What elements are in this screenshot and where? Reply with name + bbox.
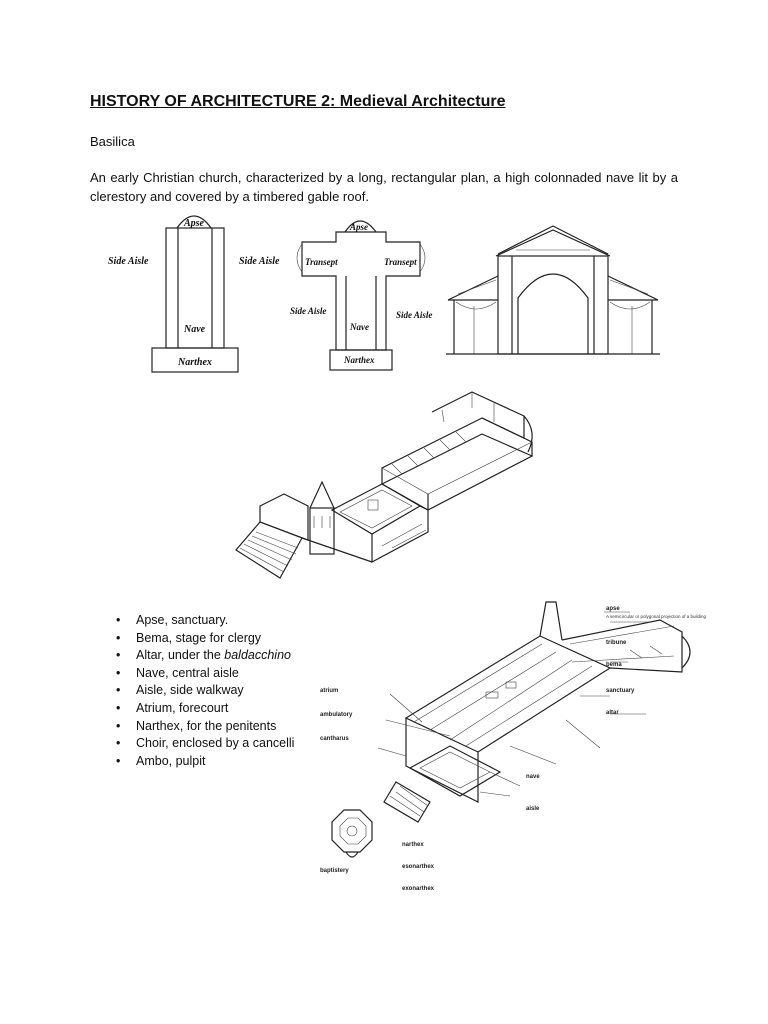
section-subtitle: Basilica <box>90 134 135 149</box>
list-item: • Nave, central aisle <box>116 665 294 683</box>
plan2-nave-label: Nave <box>350 322 369 332</box>
annotation-baptistery: baptistery <box>320 868 349 874</box>
annotation-narthex: narthex <box>402 842 424 848</box>
list-item: • Apse, sanctuary. <box>116 612 294 630</box>
annotation-bema: bema <box>606 662 622 668</box>
page-title: HISTORY OF ARCHITECTURE 2: Medieval Architecture <box>90 93 506 110</box>
plan1-side-aisle-right-label: Side Aisle <box>239 256 280 267</box>
basilica-cross-section-diagram <box>446 222 660 364</box>
annotation-nave: nave <box>526 774 540 780</box>
basilica-plan-diagram <box>100 200 290 380</box>
annotation-cantharus: cantharus <box>320 736 349 742</box>
annotation-altar: altar <box>606 710 619 716</box>
plan2-narthex-label: Narthex <box>344 355 375 365</box>
plan2-side-aisle-right-label: Side Aisle <box>396 310 433 320</box>
plan2-side-aisle-left-label: Side Aisle <box>290 306 327 316</box>
basilica-parts-list <box>116 612 294 770</box>
list-item: • Narthex, for the penitents <box>116 718 294 736</box>
cruciform-plan-diagram <box>290 210 440 380</box>
plan1-side-aisle-left-label: Side Aisle <box>108 256 149 267</box>
list-item: • Choir, enclosed by a cancelli <box>116 735 294 753</box>
plan1-apse-label: Apse <box>184 218 204 229</box>
annotation-exonarthex: exonarthex <box>402 886 435 892</box>
list-item: • Altar, under the baldacchino <box>116 647 294 665</box>
plan2-transept-left-label: Transept <box>305 257 338 267</box>
intro-paragraph: An early Christian church, characterized by a long, rectangular plan, a high colonnaded nave lit by a clerestory and covered by a timbered gable roof. <box>90 170 678 204</box>
plan1-narthex-label: Narthex <box>178 357 212 368</box>
annotation-aisle: aisle <box>526 806 540 812</box>
basilica-axonometric-drawing <box>232 382 544 600</box>
list-item: • Atrium, forecourt <box>116 700 294 718</box>
plan2-transept-right-label: Transept <box>384 257 417 267</box>
annotation-ambulatory: ambulatory <box>320 712 353 718</box>
list-item: • Ambo, pulpit <box>116 753 294 771</box>
list-item: • Aisle, side walkway <box>116 682 294 700</box>
plan2-apse-label: Apse <box>350 222 368 232</box>
annotated-basilica-diagram <box>310 596 730 916</box>
annotation-atrium: atrium <box>320 688 339 694</box>
plan1-nave-label: Nave <box>184 324 206 335</box>
annotation-esonarthex: esonarthex <box>402 864 435 870</box>
list-item: • Bema, stage for clergy <box>116 630 294 648</box>
annotation-apse: apse <box>606 606 620 612</box>
annotation-apse-desc: A semicircular or polygonal projection of a building <box>606 614 707 619</box>
annotation-tribune: tribune <box>606 640 627 646</box>
annotation-sanctuary: sanctuary <box>606 688 635 694</box>
